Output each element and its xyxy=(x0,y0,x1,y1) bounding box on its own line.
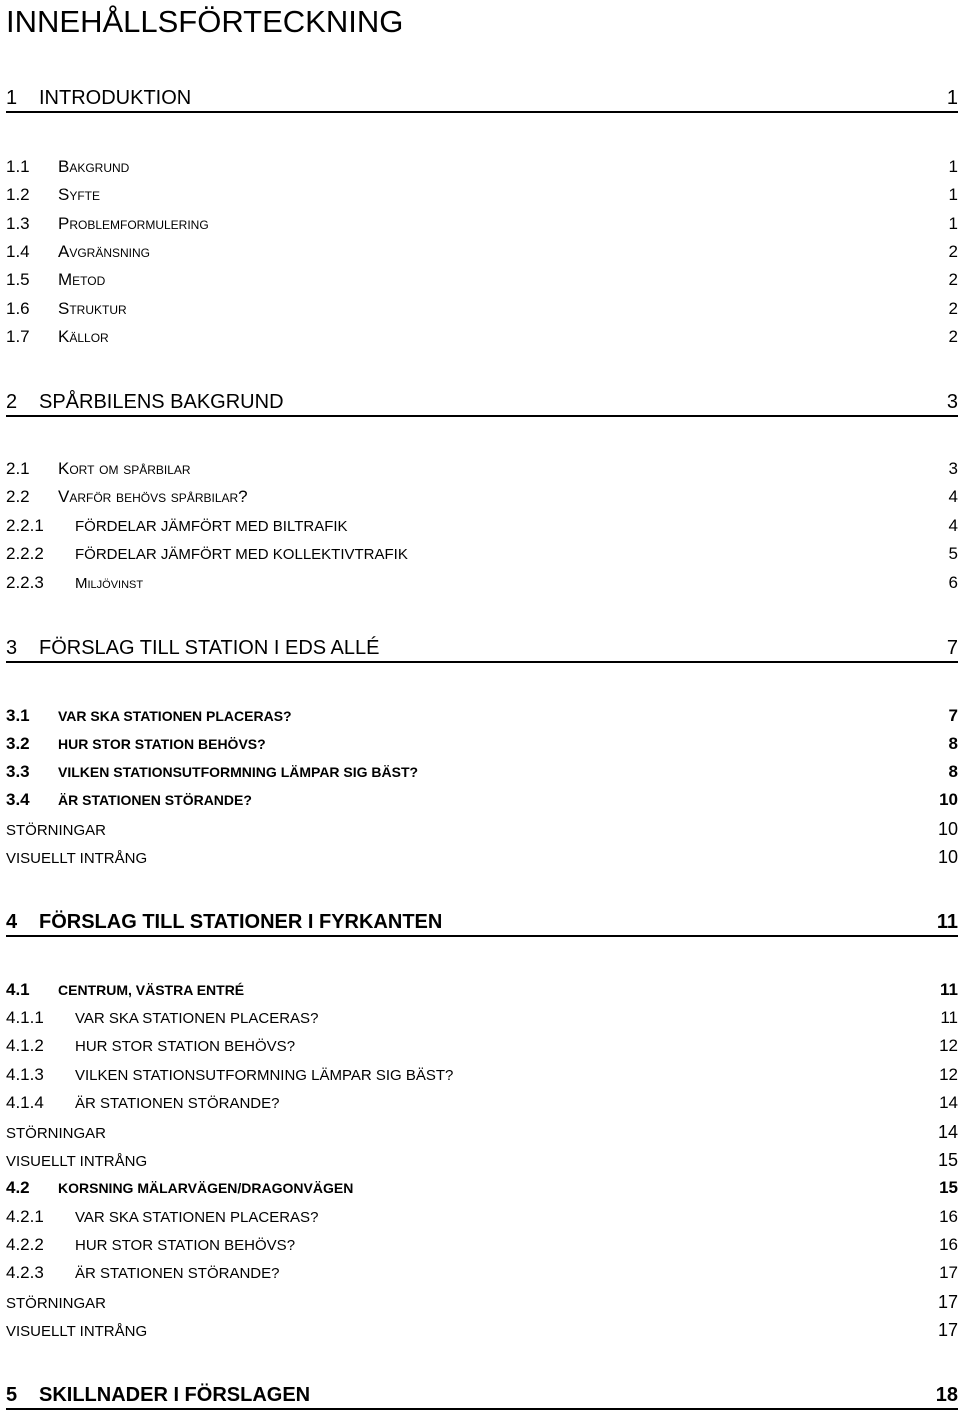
toc-page: 3 xyxy=(946,391,958,413)
toc-title: ÄR STATIONEN STÖRANDE? xyxy=(58,792,252,808)
toc-page: 1 xyxy=(948,214,958,233)
toc-entry-1-1[interactable] xyxy=(6,155,958,179)
toc-page: 16 xyxy=(939,1235,958,1254)
toc-entry-1-2[interactable] xyxy=(6,183,958,207)
toc-page: 18 xyxy=(935,1384,958,1406)
toc-page: 17 xyxy=(939,1263,958,1282)
toc-page: 16 xyxy=(939,1207,958,1226)
toc-page: 1 xyxy=(946,87,958,109)
toc-page: 14 xyxy=(937,1122,958,1142)
toc-page: 17 xyxy=(937,1320,958,1340)
toc-number: 4 xyxy=(6,911,18,933)
toc-page: 11 xyxy=(940,980,958,999)
toc-page: 6 xyxy=(948,573,958,592)
toc-title: VILKEN STATIONSUTFORMNING LÄMPAR SIG BÄST? xyxy=(75,1067,454,1084)
toc-page: 15 xyxy=(937,1150,958,1170)
toc-number: 3.1 xyxy=(6,706,30,725)
toc-page: 12 xyxy=(939,1036,958,1055)
toc-title: Miljövinst xyxy=(75,575,144,592)
toc-title: STÖRNINGAR xyxy=(6,1125,107,1142)
toc-title: ÄR STATIONEN STÖRANDE? xyxy=(75,1095,280,1112)
toc-number: 4.1.3 xyxy=(6,1065,44,1084)
toc-entry-4-1-1[interactable] xyxy=(6,1006,958,1030)
toc-entry-4-1-3[interactable] xyxy=(6,1063,958,1087)
toc-entry-1-4[interactable] xyxy=(6,240,958,264)
toc-title: HUR STOR STATION BEHÖVS? xyxy=(75,1038,296,1055)
toc-page: 2 xyxy=(948,270,958,289)
toc-title: Kort om spårbilar xyxy=(58,459,191,478)
toc-title: VAR SKA STATIONEN PLACERAS? xyxy=(75,1010,319,1027)
toc-number: 1.1 xyxy=(6,157,30,176)
toc-title: VISUELLT INTRÅNG xyxy=(6,850,148,867)
toc-title: VAR SKA STATIONEN PLACERAS? xyxy=(75,1209,319,1226)
toc-entry-3-4-storningar[interactable] xyxy=(6,817,958,841)
toc-entry-3-4-visuellt[interactable] xyxy=(6,845,958,869)
toc-entry-4-1-visuellt[interactable] xyxy=(6,1148,958,1172)
toc-title: VISUELLT INTRÅNG xyxy=(6,1323,148,1340)
page-title: INNEHÅLLSFÖRTECKNING xyxy=(6,4,404,39)
toc-title: SPÅRBILENS BAKGRUND xyxy=(39,391,284,413)
toc-number: 1.3 xyxy=(6,214,30,233)
toc-entry-4-1[interactable] xyxy=(6,978,958,1002)
toc-title: Metod xyxy=(58,270,106,289)
toc-page: 10 xyxy=(937,819,958,839)
toc-number: 2.2.3 xyxy=(6,573,44,592)
toc-page: 8 xyxy=(948,762,958,781)
toc-title: FÖRSLAG TILL STATIONER I FYRKANTEN xyxy=(39,911,443,933)
toc-title: FÖRDELAR JÄMFÖRT MED KOLLEKTIVTRAFIK xyxy=(75,546,408,563)
toc-entry-4-2-storningar[interactable] xyxy=(6,1290,958,1314)
toc-number: 3 xyxy=(6,637,18,659)
toc-entry-2-2-3[interactable] xyxy=(6,571,958,595)
toc-page: 3 xyxy=(948,459,958,478)
toc-entry-4-2-2[interactable] xyxy=(6,1233,958,1257)
toc-number: 1.4 xyxy=(6,242,30,261)
toc-entry-5[interactable] xyxy=(6,1384,958,1410)
toc-number: 4.2.3 xyxy=(6,1263,44,1282)
toc-number: 4.2.1 xyxy=(6,1207,44,1226)
toc-page: 7 xyxy=(948,706,958,725)
toc-number: 1.2 xyxy=(6,185,30,204)
toc-number: 2.2.2 xyxy=(6,544,44,563)
toc-title: STÖRNINGAR xyxy=(6,822,107,839)
toc-page: 2 xyxy=(948,242,958,261)
toc-title: HUR STOR STATION BEHÖVS? xyxy=(58,736,266,752)
toc-number: 2.2 xyxy=(6,487,30,506)
toc-page: 7 xyxy=(946,637,958,659)
toc-page: 10 xyxy=(937,847,958,867)
toc-page: 1 xyxy=(948,185,958,204)
toc-title: Varför behövs spårbilar? xyxy=(58,487,248,506)
toc-number: 2.1 xyxy=(6,459,30,478)
toc-page: 1 xyxy=(948,157,958,176)
toc-entry-4-2-1[interactable] xyxy=(6,1205,958,1229)
toc-page: 2 xyxy=(948,299,958,318)
toc-entry-2-2-2[interactable] xyxy=(6,542,958,566)
toc-title: CENTRUM, VÄSTRA ENTRÉ xyxy=(58,982,245,998)
toc-entry-4[interactable] xyxy=(6,911,958,937)
toc-page: 4 xyxy=(948,487,958,506)
toc-number: 3.3 xyxy=(6,762,30,781)
toc-title: VAR SKA STATIONEN PLACERAS? xyxy=(58,708,292,724)
toc-title: Struktur xyxy=(58,299,127,318)
toc-entry-2[interactable] xyxy=(6,391,958,417)
toc-number: 4.1.2 xyxy=(6,1036,44,1055)
toc-entry-4-2-visuellt[interactable] xyxy=(6,1318,958,1342)
toc-page: 5 xyxy=(948,544,958,563)
toc-entry-4-1-2[interactable] xyxy=(6,1034,958,1058)
toc-entry-1-3[interactable] xyxy=(6,212,958,236)
toc-entry-3-3[interactable] xyxy=(6,760,958,784)
toc-entry-4-2[interactable] xyxy=(6,1176,958,1200)
toc-number: 1.6 xyxy=(6,299,30,318)
toc-entry-2-1[interactable] xyxy=(6,457,958,481)
toc-title: HUR STOR STATION BEHÖVS? xyxy=(75,1237,296,1254)
toc-page: 11 xyxy=(936,911,958,933)
toc-number: 3.4 xyxy=(6,790,30,809)
toc-entry-3-4[interactable] xyxy=(6,788,958,812)
toc-entry-1-6[interactable] xyxy=(6,297,958,321)
toc-entry-3-2[interactable] xyxy=(6,732,958,756)
toc-number: 4.1.1 xyxy=(6,1008,44,1027)
toc-page: 12 xyxy=(939,1065,958,1084)
toc-page: 8 xyxy=(948,734,958,753)
toc-number: 4.1 xyxy=(6,980,30,999)
toc-number: 3.2 xyxy=(6,734,30,753)
toc-page: 15 xyxy=(939,1178,958,1197)
toc-title: Bakgrund xyxy=(58,157,130,176)
toc-page: 14 xyxy=(939,1093,958,1112)
toc-title: INTRODUKTION xyxy=(39,87,192,109)
toc-number: 4.1.4 xyxy=(6,1093,44,1112)
toc-entry-4-1-4[interactable] xyxy=(6,1091,958,1115)
toc-entry-1-7[interactable] xyxy=(6,325,958,349)
toc-title: Avgränsning xyxy=(58,242,151,261)
toc-number: 1.7 xyxy=(6,327,30,346)
toc-entry-4-1-storningar[interactable] xyxy=(6,1120,958,1144)
toc-entry-3[interactable] xyxy=(6,637,958,663)
toc-number: 4.2.2 xyxy=(6,1235,44,1254)
toc-title: FÖRDELAR JÄMFÖRT MED BILTRAFIK xyxy=(75,518,348,535)
toc-title: ÄR STATIONEN STÖRANDE? xyxy=(75,1265,280,1282)
toc-page: 2 xyxy=(948,327,958,346)
toc-number: 1 xyxy=(6,87,18,109)
toc-entry-1[interactable] xyxy=(6,87,958,113)
toc-entry-3-1[interactable] xyxy=(6,704,958,728)
toc-number: 2.2.1 xyxy=(6,516,44,535)
toc-page: 17 xyxy=(937,1292,958,1312)
toc-title: KORSNING MÄLARVÄGEN/DRAGONVÄGEN xyxy=(58,1180,354,1196)
toc-number: 2 xyxy=(6,391,18,413)
toc-title: STÖRNINGAR xyxy=(6,1295,107,1312)
toc-number: 1.5 xyxy=(6,270,30,289)
toc-entry-1-5[interactable] xyxy=(6,268,958,292)
toc-entry-2-2-1[interactable] xyxy=(6,514,958,538)
toc-title: VISUELLT INTRÅNG xyxy=(6,1153,148,1170)
toc-title: FÖRSLAG TILL STATION I EDS ALLÉ xyxy=(39,637,380,659)
toc-page: 4 xyxy=(948,516,958,535)
toc-entry-2-2[interactable] xyxy=(6,485,958,509)
toc-title: VILKEN STATIONSUTFORMNING LÄMPAR SIG BÄST? xyxy=(58,764,419,780)
toc-number: 5 xyxy=(6,1384,18,1406)
toc-page: 11 xyxy=(940,1008,958,1027)
toc-number: 4.2 xyxy=(6,1178,30,1197)
toc-page: 10 xyxy=(939,790,958,809)
toc-entry-4-2-3[interactable] xyxy=(6,1261,958,1285)
toc-title: Källor xyxy=(58,327,109,346)
toc-title: Problemformulering xyxy=(58,214,209,233)
toc-title: Syfte xyxy=(58,185,101,204)
toc-title: SKILLNADER I FÖRSLAGEN xyxy=(39,1384,311,1406)
